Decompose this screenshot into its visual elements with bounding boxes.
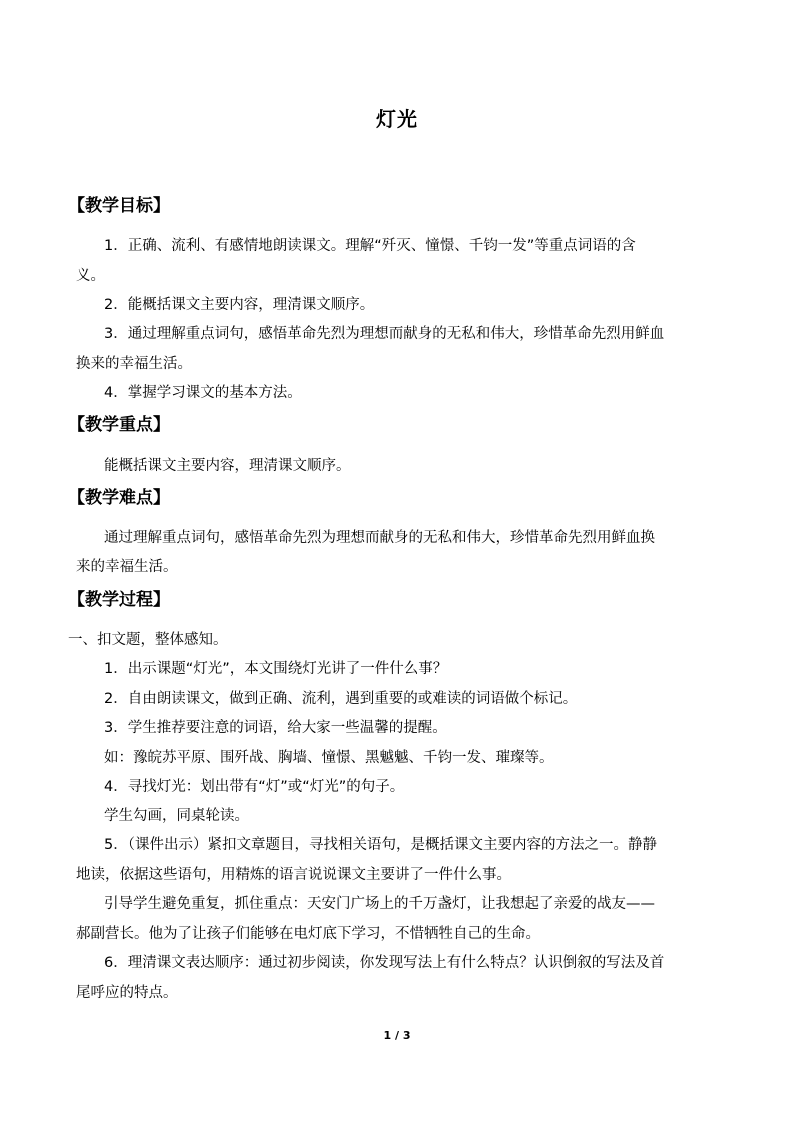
process-line: 一、扣文题，整体感知。 [68,632,228,648]
heading-difficulty: 【教学难点】 [68,488,170,508]
page-number: 1 / 3 [383,1029,411,1042]
goal-line: 2．能概括课文主要内容，理清课文顺序。 [104,297,375,313]
key-line: 能概括课文主要内容，理清课文顺序。 [104,458,351,474]
goal-line: 4．掌握学习课文的基本方法。 [104,385,302,401]
process-line: 5．（课件出示）紧扣文章题目，寻找相关语句，是概括课文主要内容的方法之一。静静 [104,837,657,853]
process-line: 4．寻找灯光：划出带有“灯”或“灯光”的句子。 [104,779,405,795]
goal-line: 换来的幸福生活。 [76,356,192,372]
heading-goals: 【教学目标】 [68,196,170,216]
process-line: 引导学生避免重复，抓住重点：天安门广场上的千万盏灯，让我想起了亲爱的战友—— [104,896,655,912]
process-line: 郝副营长。他为了让孩子们能够在电灯底下学习，不惜牺牲自己的生命。 [76,926,540,942]
process-line: 6．理清课文表达顺序：通过初步阅读，你发现写法上有什么特点？认识倒叙的写法及首 [104,955,665,971]
page-title: 灯光 [376,107,418,131]
heading-process: 【教学过程】 [68,590,170,610]
process-line: 2．自由朗读课文，做到正确、流利，遇到重要的或难读的词语做个标记。 [104,691,578,707]
goal-line: 义。 [76,268,105,284]
process-line: 3．学生推荐要注意的词语，给大家一些温馨的提醒。 [104,720,447,736]
heading-key: 【教学重点】 [68,415,170,435]
goal-line: 1．正确、流利、有感情地朗读课文。理解“歼灭、憧憬、千钧一发”等重点词语的含 [104,238,636,254]
goal-line: 3．通过理解重点词句，感悟革命先烈为理想而献身的无私和伟大，珍惜革命先烈用鲜血 [104,326,665,342]
process-line: 1．出示课题“灯光”，本文围绕灯光讲了一件什么事？ [104,661,448,677]
process-line: 学生勾画，同桌轮读。 [104,808,249,824]
process-line: 尾呼应的特点。 [76,985,178,1001]
process-line: 如：豫皖苏平原、围歼战、胸墙、憧憬、黑魆魆、千钧一发、璀璨等。 [104,750,554,766]
difficulty-line: 通过理解重点词句，感悟革命先烈为理想而献身的无私和伟大，珍惜革命先烈用鲜血换 [104,530,655,546]
process-line: 地读，依据这些语句，用精炼的语言说说课文主要讲了一件什么事。 [76,867,511,883]
difficulty-line: 来的幸福生活。 [76,559,178,575]
